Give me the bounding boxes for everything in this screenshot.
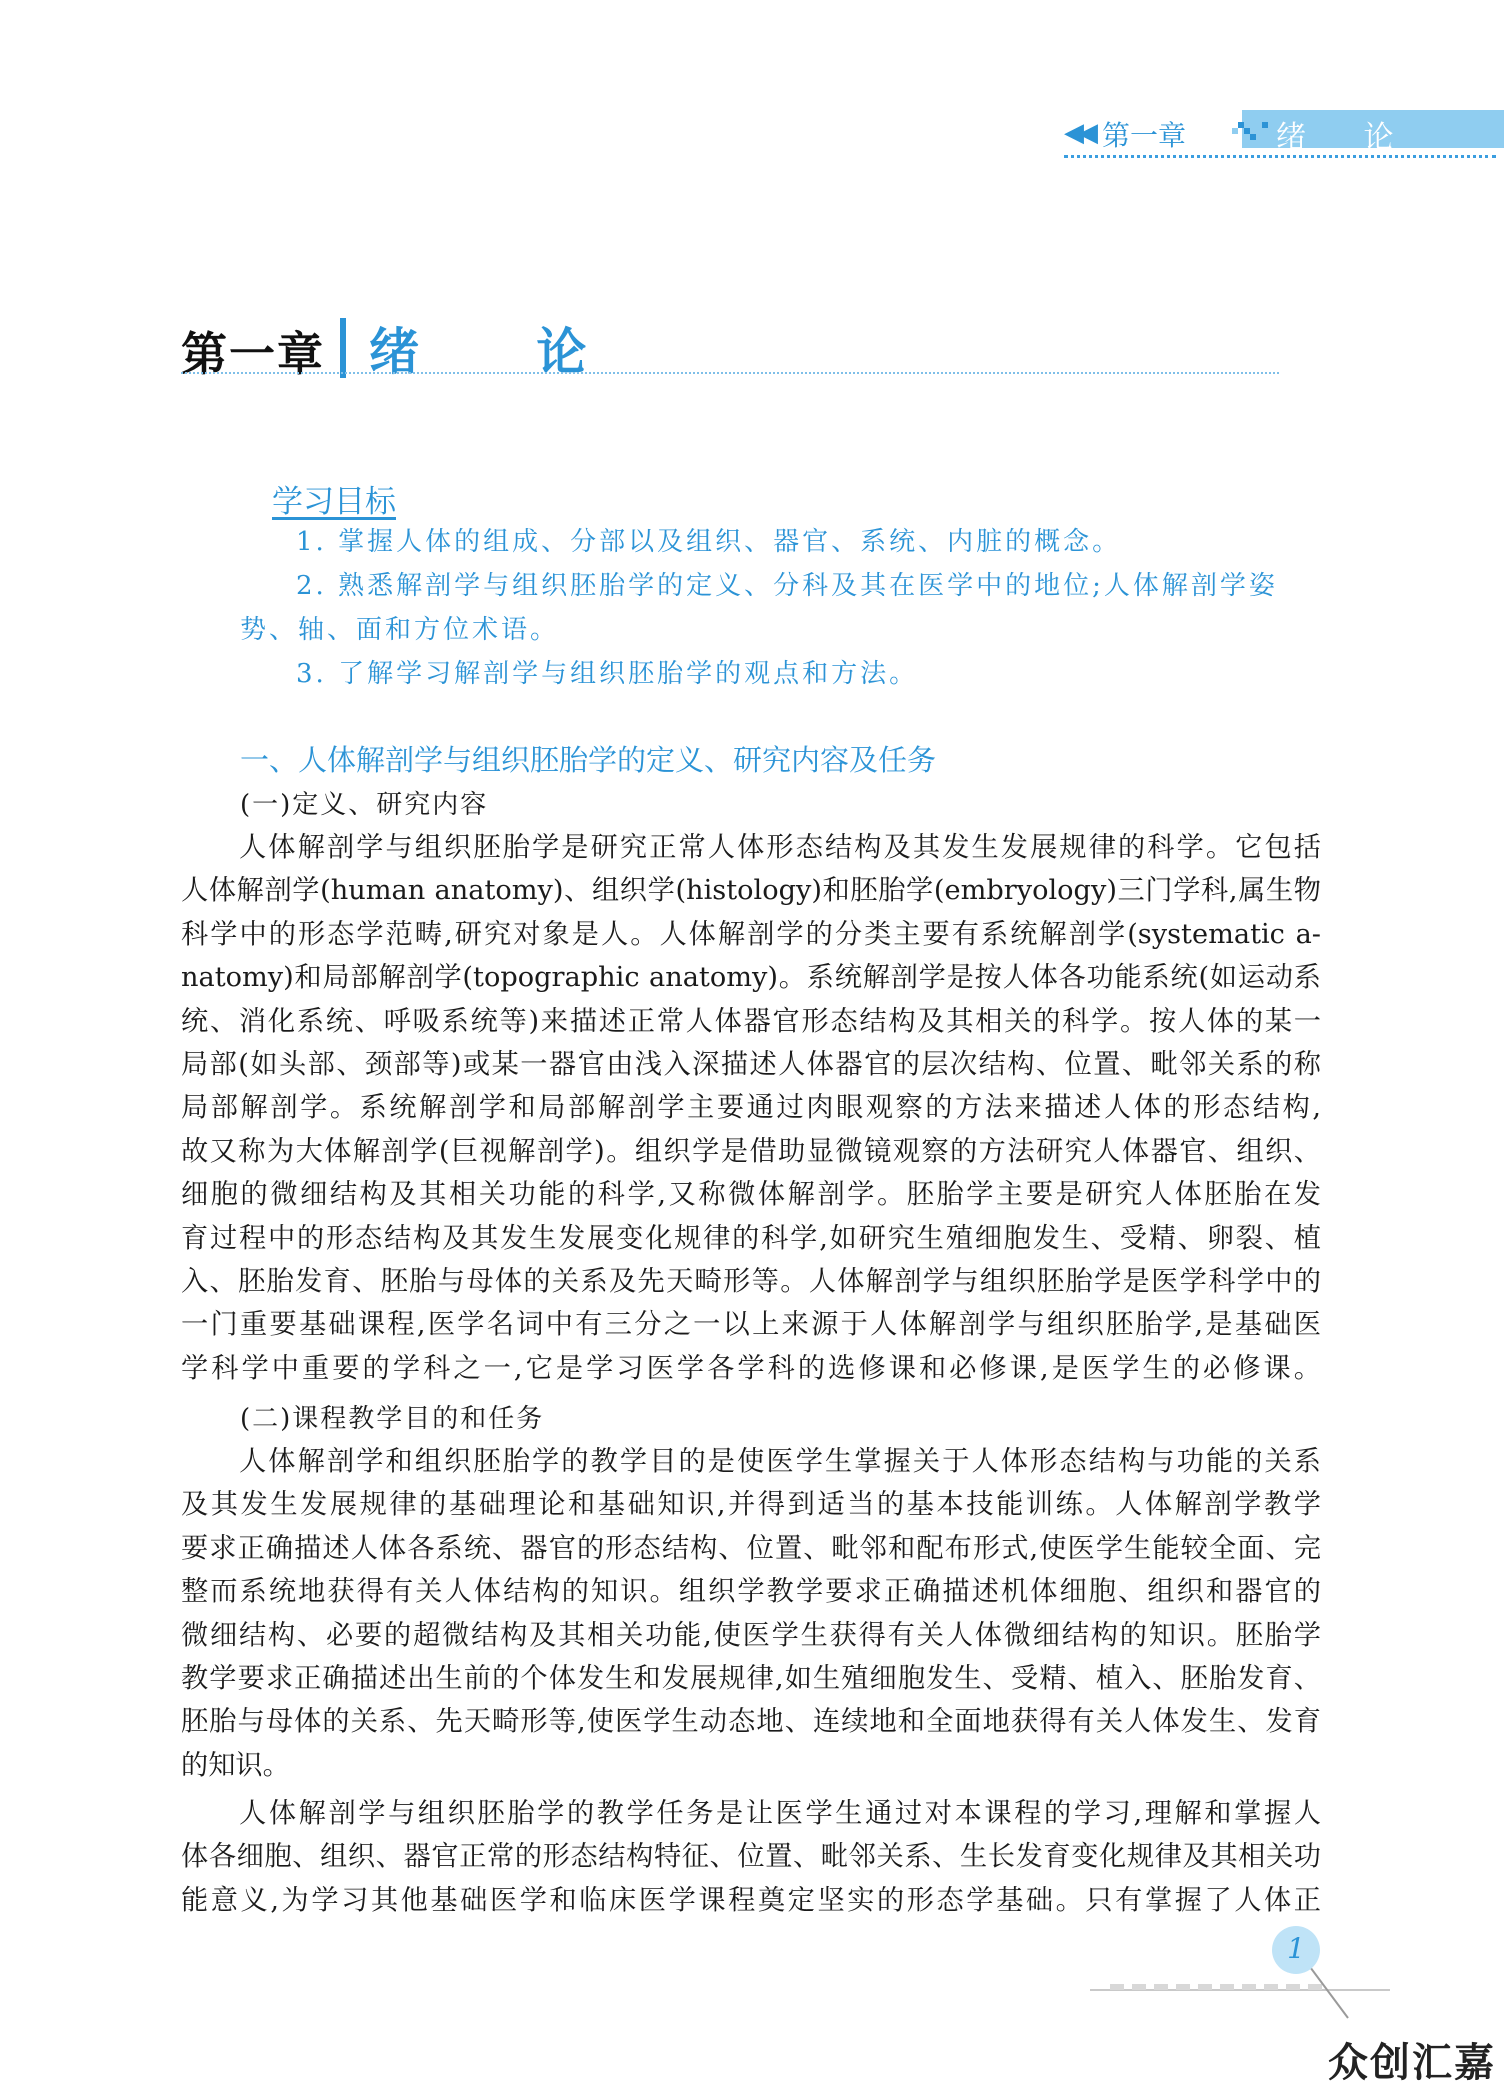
watermark-logo: 众创汇嘉 (1328, 2040, 1496, 2086)
objective-item: 2. 熟悉解剖学与组织胚胎学的定义、分科及其在医学中的地位;人体解剖学姿势、轴、面和方位术语。 (240, 571, 1278, 645)
header-chapter-label: 第一章 (1102, 119, 1187, 152)
checker-ornament-icon (1232, 120, 1268, 144)
objectives-list (240, 520, 1320, 696)
chapter-title: 绪 论 (369, 323, 637, 381)
chapter-title-bar (340, 318, 346, 378)
text-line: 故又称为大体解剖学(巨视解剖学)。组织学是借助显微镜观察的方法研究人体器官、组织、 (181, 1135, 1321, 1167)
chapter-dotted-rule (181, 372, 1279, 374)
subsection-heading: (一)定义、研究内容 (240, 790, 489, 820)
text-line: 胚胎与母体的关系、先天畸形等,使医学生动态地、连续地和全面地获得有关人体发生、发育 (181, 1706, 1321, 1738)
section-heading: 一、人体解剖学与组织胚胎学的定义、研究内容及任务 (240, 743, 937, 777)
paragraph (181, 1440, 1321, 1787)
header-chapter-title: 绪 论 (1276, 120, 1418, 155)
text-line: 要求正确描述人体各系统、器官的形态结构、位置、毗邻和配布形式,使医学生能较全面、完 (181, 1532, 1321, 1564)
text-line: 能意义,为学习其他基础医学和临床医学课程奠定坚实的形态学基础。只有掌握了人体正 (181, 1884, 1321, 1916)
text-line: 微细结构、必要的超微结构及其相关功能,使医学生获得有关人体微细结构的知识。胚胎学 (181, 1619, 1321, 1651)
running-header (1064, 108, 1504, 155)
text-line: 的知识。 (181, 1749, 290, 1781)
chapter-number: 第一章 (181, 327, 325, 381)
text-line: 教学要求正确描述出生前的个体发生和发展规律,如生殖细胞发生、受精、植入、胚胎发育、 (181, 1663, 1321, 1695)
header-dotted-rule (1064, 155, 1496, 158)
text-line: 人体解剖学与组织胚胎学是研究正常人体形态结构及其发生发展规律的科学。它包括 (239, 832, 1321, 863)
double-chevron-left-icon: ◀◀ (1064, 118, 1092, 148)
paragraph (181, 826, 1321, 1390)
text-line: 人体解剖学(human anatomy)、组织学(histology)和胚胎学(embryology)三门学科,属生物 (181, 875, 1321, 907)
text-line: 入、胚胎发育、胚胎与母体的关系及先天畸形等。人体解剖学与组织胚胎学是医学科学中的 (181, 1266, 1321, 1298)
text-line: 及其发生发展规律的基础理论和基础知识,并得到适当的基本技能训练。人体解剖学教学 (181, 1489, 1321, 1521)
subsection-heading: (二)课程教学目的和任务 (240, 1404, 545, 1434)
text-line: 细胞的微细结构及其相关功能的科学,又称微体解剖学。胚胎学主要是研究人体胚胎在发 (181, 1179, 1321, 1211)
text-line: 局部解剖学。系统解剖学和局部解剖学主要通过肉眼观察的方法来描述人体的形态结构, (181, 1092, 1321, 1124)
text-line: 统、消化系统、呼吸系统等)来描述正常人体器官形态结构及其相关的科学。按人体的某一 (181, 1005, 1321, 1037)
page-number: 1 (1287, 1932, 1305, 1965)
text-line: 育过程中的形态结构及其发生发展变化规律的科学,如研究生殖细胞发生、受精、卵裂、植 (181, 1222, 1321, 1254)
text-line: natomy)和局部解剖学(topographic anatomy)。系统解剖学是按人体各功能系统(如运动系 (181, 962, 1321, 994)
text-line: 局部(如头部、颈部等)或某一器官由浅入深描述人体器官的层次结构、位置、毗邻关系的称 (181, 1049, 1321, 1081)
text-line: 学科学中重要的学科之一,它是学习医学各学科的选修课和必修课,是医学生的必修课。 (181, 1352, 1321, 1384)
paragraph (181, 1792, 1321, 1922)
text-line: 人体解剖学与组织胚胎学的教学任务是让医学生通过对本课程的学习,理解和掌握人 (239, 1798, 1321, 1829)
text-line: 体各细胞、组织、器官正常的形态结构特征、位置、毗邻关系、生长发育变化规律及其相关功 (181, 1841, 1321, 1873)
objective-item: 3. 了解学习解剖学与组织胚胎学的观点和方法。 (296, 659, 919, 689)
text-line: 科学中的形态学范畴,研究对象是人。人体解剖学的分类主要有系统解剖学(systematic a- (181, 918, 1321, 950)
objective-item: 1. 掌握人体的组成、分部以及组织、器官、系统、内脏的概念。 (296, 527, 1122, 557)
footer-ornament (1090, 1940, 1390, 2020)
text-line: 整而系统地获得有关人体结构的知识。组织学教学要求正确描述机体细胞、组织和器官的 (181, 1576, 1321, 1608)
objectives-heading: 学习目标 (272, 484, 396, 520)
text-line: 人体解剖学和组织胚胎学的教学目的是使医学生掌握关于人体形态结构与功能的关系 (239, 1446, 1321, 1477)
text-line: 一门重要基础课程,医学名词中有三分之一以上来源于人体解剖学与组织胚胎学,是基础医 (181, 1309, 1321, 1341)
